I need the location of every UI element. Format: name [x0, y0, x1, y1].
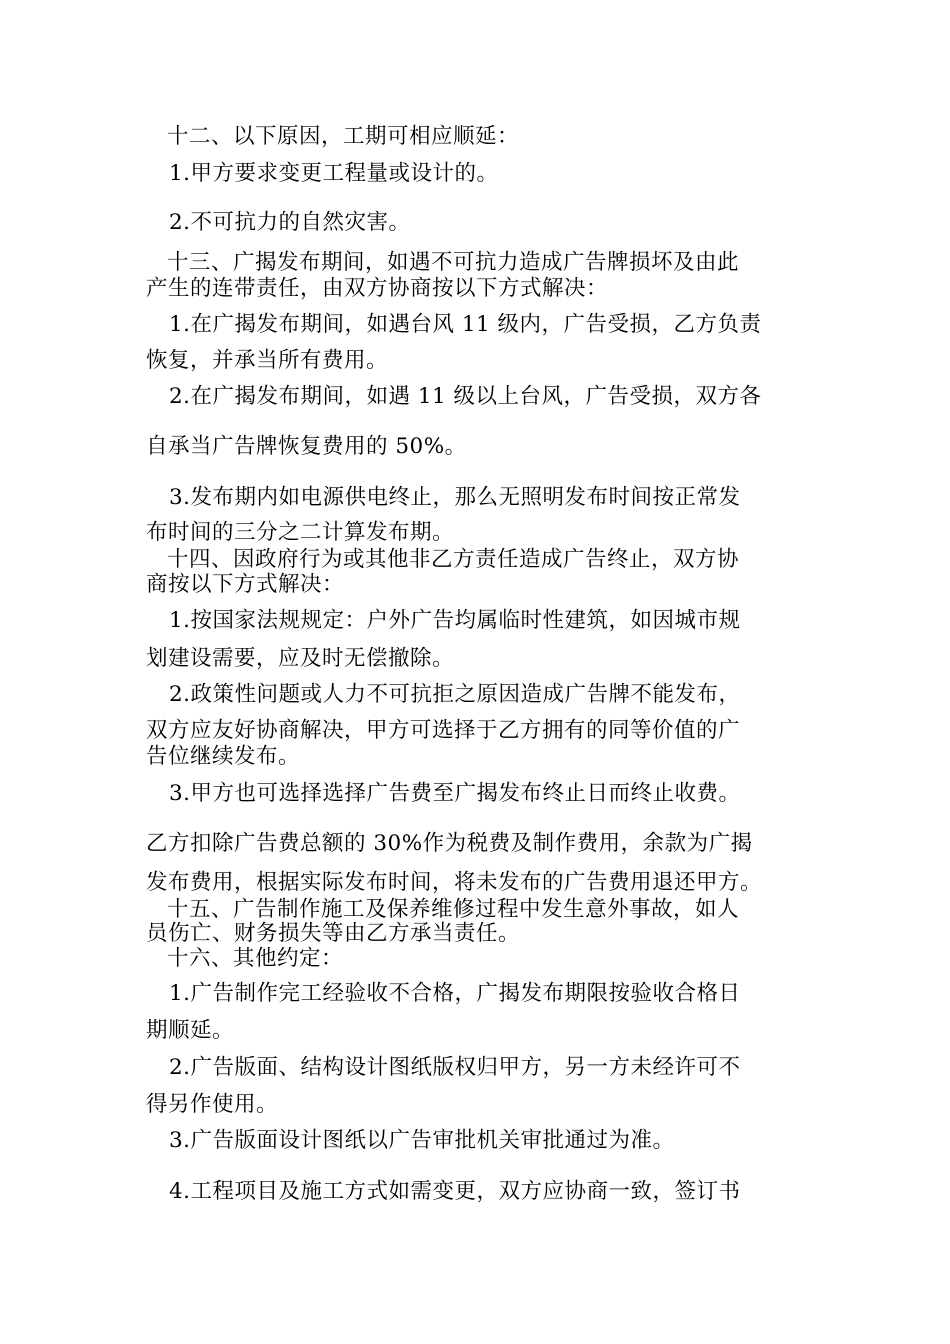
section-14-heading: 十四、因政府行为或其他非乙方责任造成广告终止，双方协	[167, 547, 740, 572]
section-14-item-3-cont-2: 发布费用，根据实际发布时间，将未发布的广告费用退还甲方。	[146, 870, 763, 895]
section-13-item-1-cont: 恢复，并承当所有费用。	[146, 348, 389, 373]
section-13-heading: 十三、广揭发布期间，如遇不可抗力造成广告牌损坏及由此	[167, 250, 740, 275]
section-14-item-2-cont-2: 告位继续发布。	[146, 744, 301, 769]
section-16-item-4: 4.工程项目及施工方式如需变更，双方应协商一致，签订书	[169, 1179, 741, 1204]
section-12-heading: 十二、以下原因，工期可相应顺延：	[167, 124, 520, 149]
section-13-item-3: 3.发布期内如电源供电终止，那么无照明发布时间按正常发	[169, 485, 741, 510]
section-16-item-1: 1.广告制作完工经验收不合格，广揭发布期限按验收合格日	[169, 981, 741, 1006]
section-14-item-3-cont: 乙方扣除广告费总额的 30%作为税费及制作费用，余款为广揭	[146, 831, 753, 856]
section-16-item-2-cont: 得另作使用。	[146, 1092, 279, 1117]
section-15-heading-cont: 员伤亡、财务损失等由乙方承当责任。	[146, 921, 521, 946]
section-13-item-2-cont: 自承当广告牌恢复费用的 50%。	[146, 434, 467, 459]
section-14-item-3: 3.甲方也可选择选择广告费至广揭发布终止日而终止收费。	[169, 781, 741, 806]
section-16-heading: 十六、其他约定：	[167, 946, 344, 971]
section-15-heading: 十五、广告制作施工及保养维修过程中发生意外事故，如人	[167, 897, 740, 922]
section-16-item-3: 3.广告版面设计图纸以广告审批机关审批通过为准。	[169, 1128, 675, 1153]
section-16-item-1-cont: 期顺延。	[146, 1018, 235, 1043]
section-13-heading-cont: 产生的连带责任，由双方协商按以下方式解决：	[146, 276, 609, 301]
section-14-item-2-cont: 双方应友好协商解决，甲方可选择于乙方拥有的同等价值的广	[146, 718, 741, 743]
section-12-item-2: 2.不可抗力的自然灾害。	[169, 210, 411, 235]
section-14-item-1-cont: 划建设需要，应及时无偿撤除。	[146, 646, 455, 671]
section-12-item-1: 1.甲方要求变更工程量或设计的。	[169, 161, 499, 186]
section-14-item-1: 1.按国家法规规定：户外广告均属临时性建筑，如因城市规	[169, 608, 741, 633]
section-13-item-1: 1.在广揭发布期间，如遇台风 11 级内，广告受损，乙方负责	[169, 312, 762, 337]
section-13-item-2: 2.在广揭发布期间，如遇 11 级以上台风，广告受损，双方各	[169, 384, 762, 409]
section-13-item-3-cont: 布时间的三分之二计算发布期。	[146, 520, 455, 545]
section-14-heading-cont: 商按以下方式解决：	[146, 572, 345, 597]
section-16-item-2: 2.广告版面、结构设计图纸版权归甲方，另一方未经许可不	[169, 1055, 741, 1080]
section-14-item-2: 2.政策性问题或人力不可抗拒之原因造成广告牌不能发布，	[169, 682, 741, 707]
